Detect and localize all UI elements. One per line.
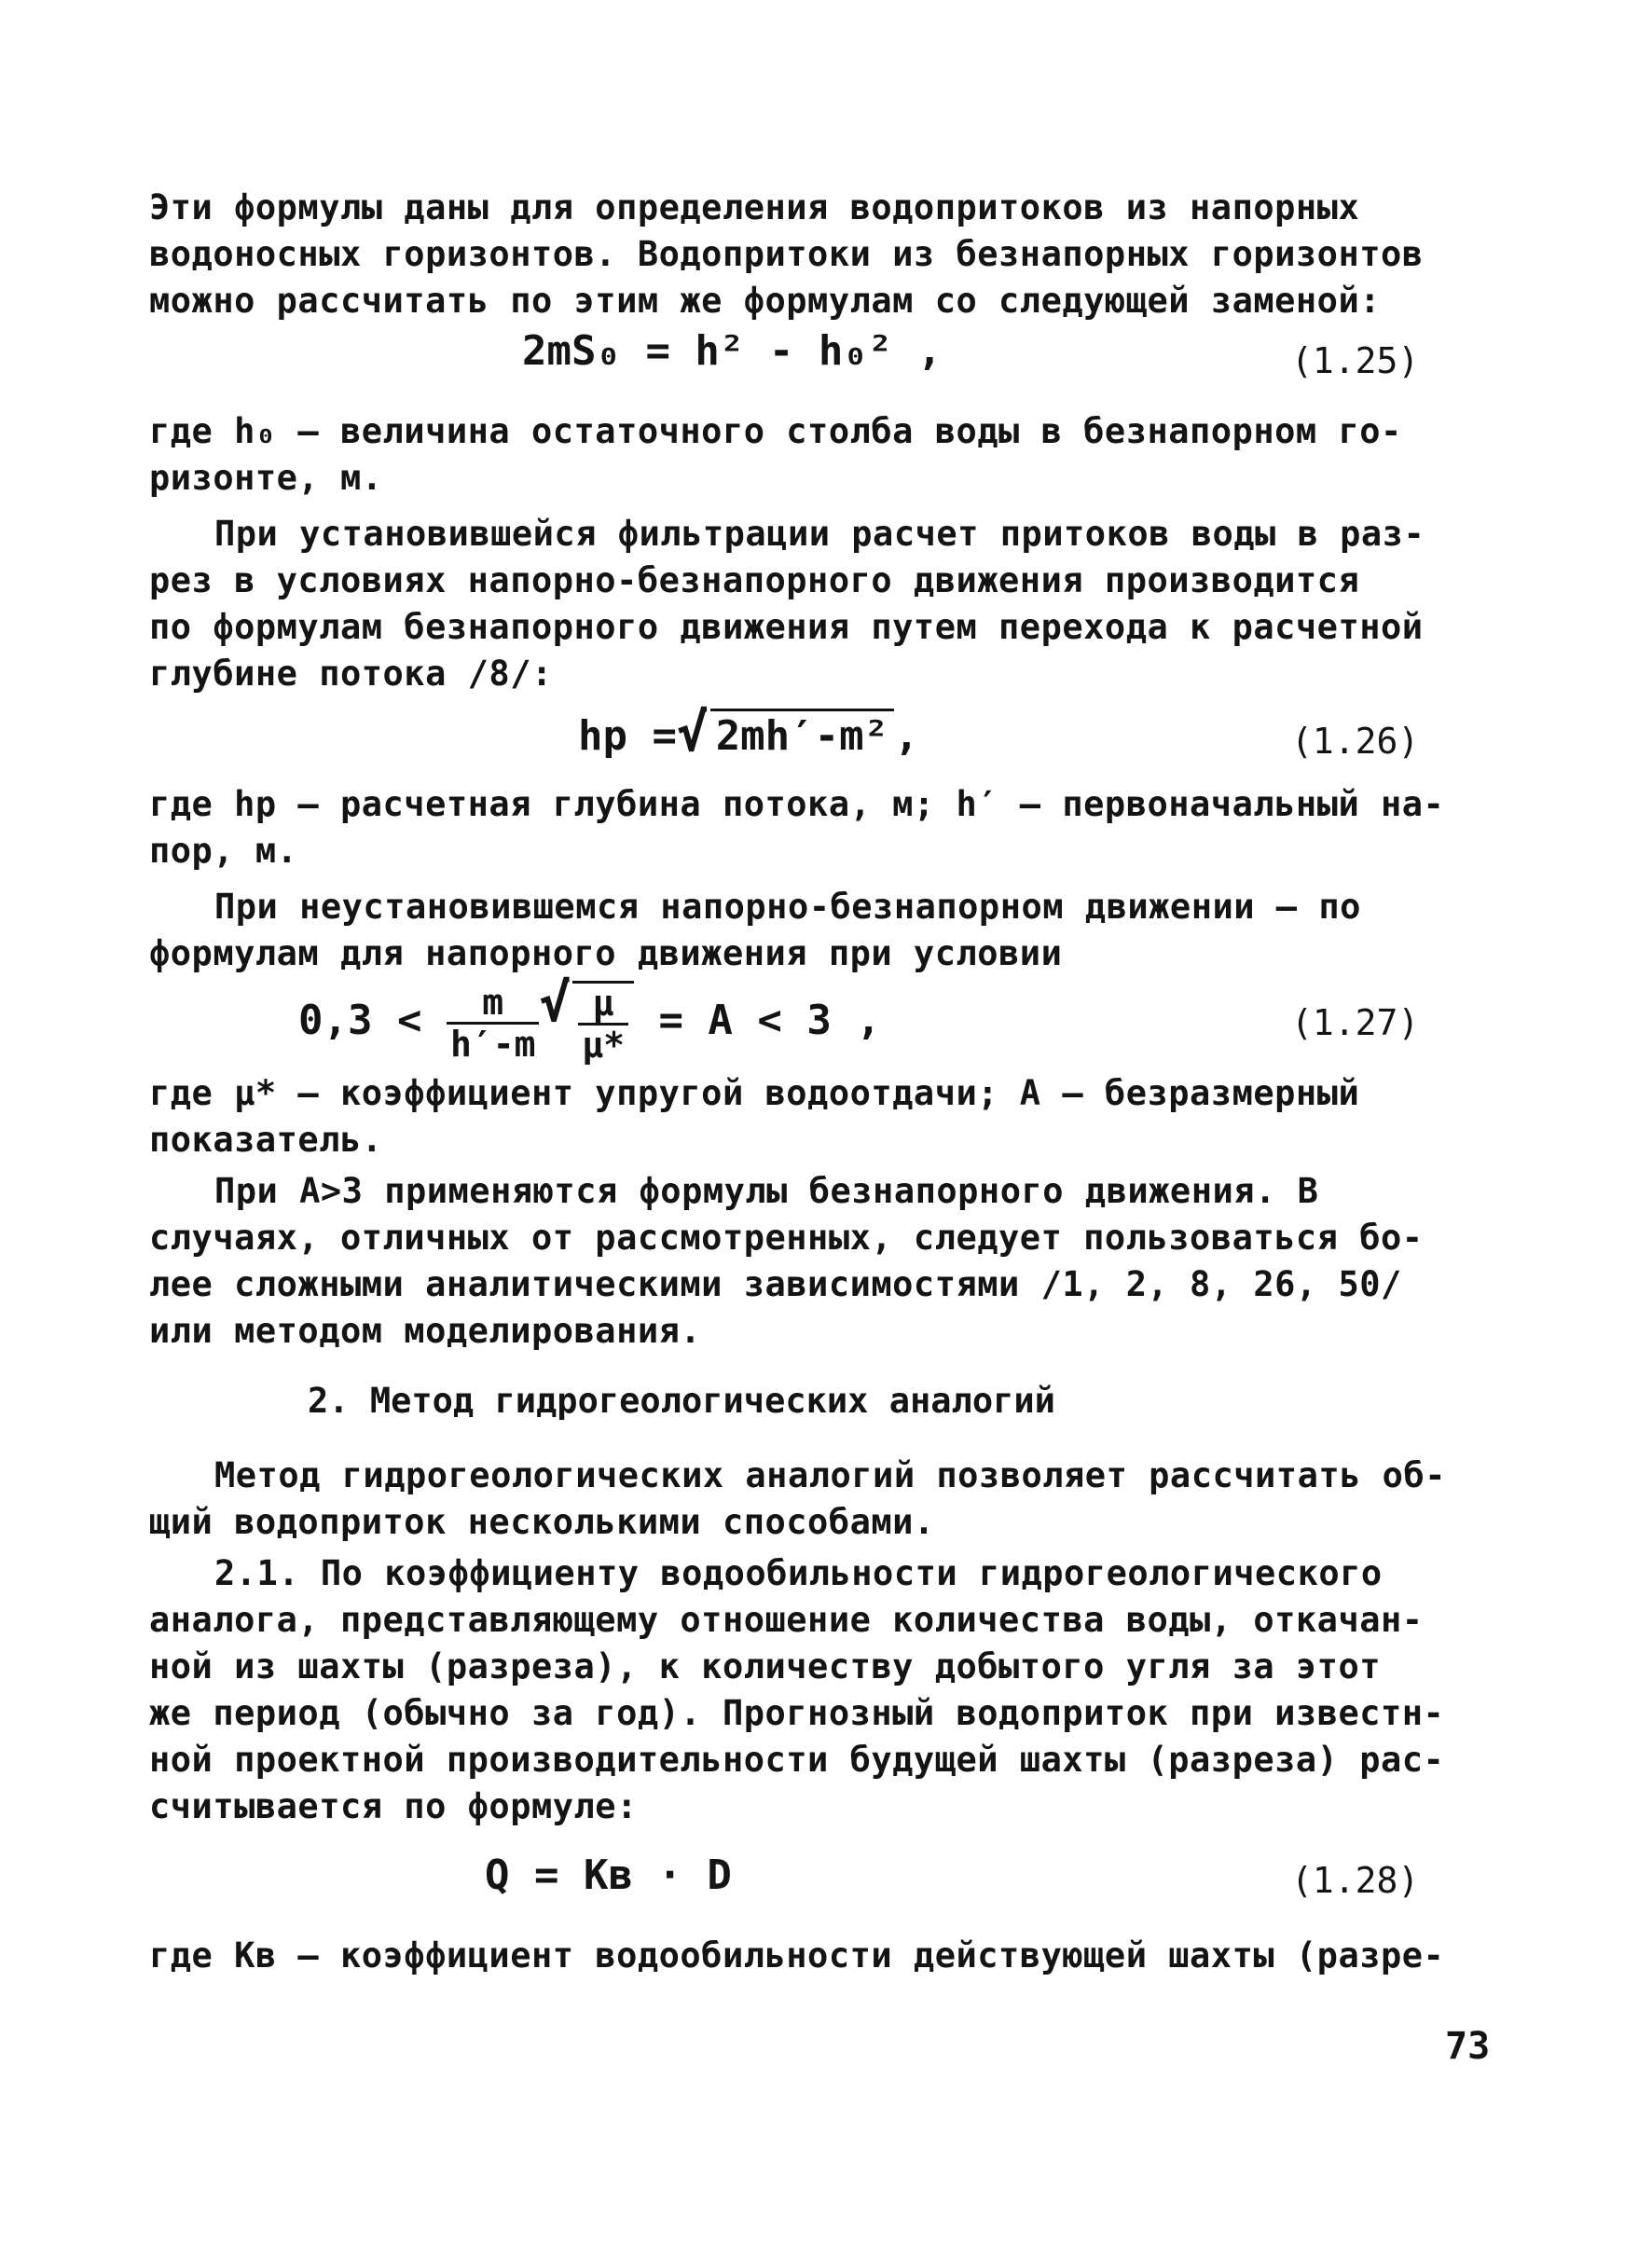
fraction-numerator: m — [447, 983, 540, 1025]
text-line: аналога, представляющему отношение количества воды, откачан- — [149, 1600, 1424, 1640]
equation-number: (1.26) — [1291, 721, 1420, 762]
text-line: Метод гидрогеологических аналогий позволяет рассчитать об- — [214, 1455, 1447, 1495]
formula-lhs: hр = — [578, 712, 677, 760]
text-line: щий водоприток несколькими способами. — [149, 1502, 935, 1542]
formula-tail: = A < 3 , — [658, 997, 881, 1044]
text-line: ризонте, м. — [149, 458, 383, 498]
text-line: же период (обычно за год). Прогнозный водоприток при известн- — [149, 1693, 1445, 1733]
formula-radicand: 2mh′-m² — [710, 709, 894, 762]
text-line: считывается по формуле: — [149, 1786, 638, 1826]
text-line: пор, м. — [149, 831, 298, 871]
text-line: где hр – расчетная глубина потока, м; h′ – первоначальный на- — [149, 784, 1445, 824]
text-line: 2.1. По коэффициенту водообильности гидрогеологического — [214, 1553, 1383, 1593]
text-line: ной из шахты (разреза), к количеству добытого угля за этот — [149, 1646, 1382, 1687]
fraction-denominator: h′-m — [449, 1023, 536, 1065]
root-numerator: μ — [578, 984, 628, 1026]
formula-tail: , — [894, 712, 919, 760]
text-line: или методом моделирования. — [149, 1311, 702, 1351]
text-line: При неустановившемся напорно-безнапорном движении – по — [214, 887, 1361, 927]
text-line: где μ* – коэффициент упругой водоотдачи; А – безразмерный — [149, 1073, 1360, 1113]
text-line: случаях, отличных от рассмотренных, следует пользоваться бо- — [149, 1218, 1424, 1258]
text-line: формулам для напорного движения при условии — [149, 933, 1063, 973]
text-line: глубине потока /8/: — [149, 654, 553, 694]
sqrt-symbol: √ — [676, 703, 709, 764]
text-line: где h₀ – величина остаточного столба воды в безнапорном го- — [149, 411, 1402, 451]
formula-1-25: 2mS₀ = h² - h₀² , — [522, 327, 943, 375]
root-fraction — [572, 981, 634, 1065]
formula-1-28: Q = Kв · D — [485, 1852, 732, 1899]
text-line: водоносных горизонтов. Водопритоки из безнапорных горизонтов — [149, 234, 1424, 274]
formula-1-26 — [578, 703, 919, 764]
formula-lead: 0,3 < — [298, 997, 422, 1044]
section-heading: 2. Метод гидрогеологических аналогий — [308, 1381, 1055, 1421]
text-line: показатель. — [149, 1120, 383, 1160]
text-line: можно рассчитать по этим же формулам со следующей заменой: — [149, 281, 1382, 321]
root-denominator: μ* — [582, 1025, 625, 1066]
page-number: 73 — [1445, 2025, 1491, 2068]
text-line: лее сложными аналитическими зависимостями /1, 2, 8, 26, 50/ — [149, 1264, 1402, 1304]
sqrt-symbol: √ — [539, 973, 571, 1034]
fraction — [447, 983, 540, 1064]
equation-number: (1.27) — [1291, 1002, 1420, 1043]
text-line: Эти формулы даны для определения водопритоков из напорных — [149, 187, 1360, 227]
text-line: При установившейся фильтрации расчет притоков воды в раз- — [214, 514, 1425, 554]
text-line: рез в условиях напорно-безнапорного движения производится — [149, 560, 1360, 600]
equation-number: (1.25) — [1291, 340, 1420, 381]
text-line: При А>3 применяются формулы безнапорного движения. В — [214, 1171, 1319, 1211]
equation-number: (1.28) — [1291, 1860, 1420, 1901]
formula-1-27 — [298, 973, 881, 1066]
text-line: по формулам безнапорного движения путем перехода к расчетной — [149, 607, 1424, 647]
text-line: где Кв – коэффициент водообильности действующей шахты (разре- — [149, 1935, 1445, 1976]
text-line: ной проектной производительности будущей шахты (разреза) рас- — [149, 1740, 1445, 1780]
